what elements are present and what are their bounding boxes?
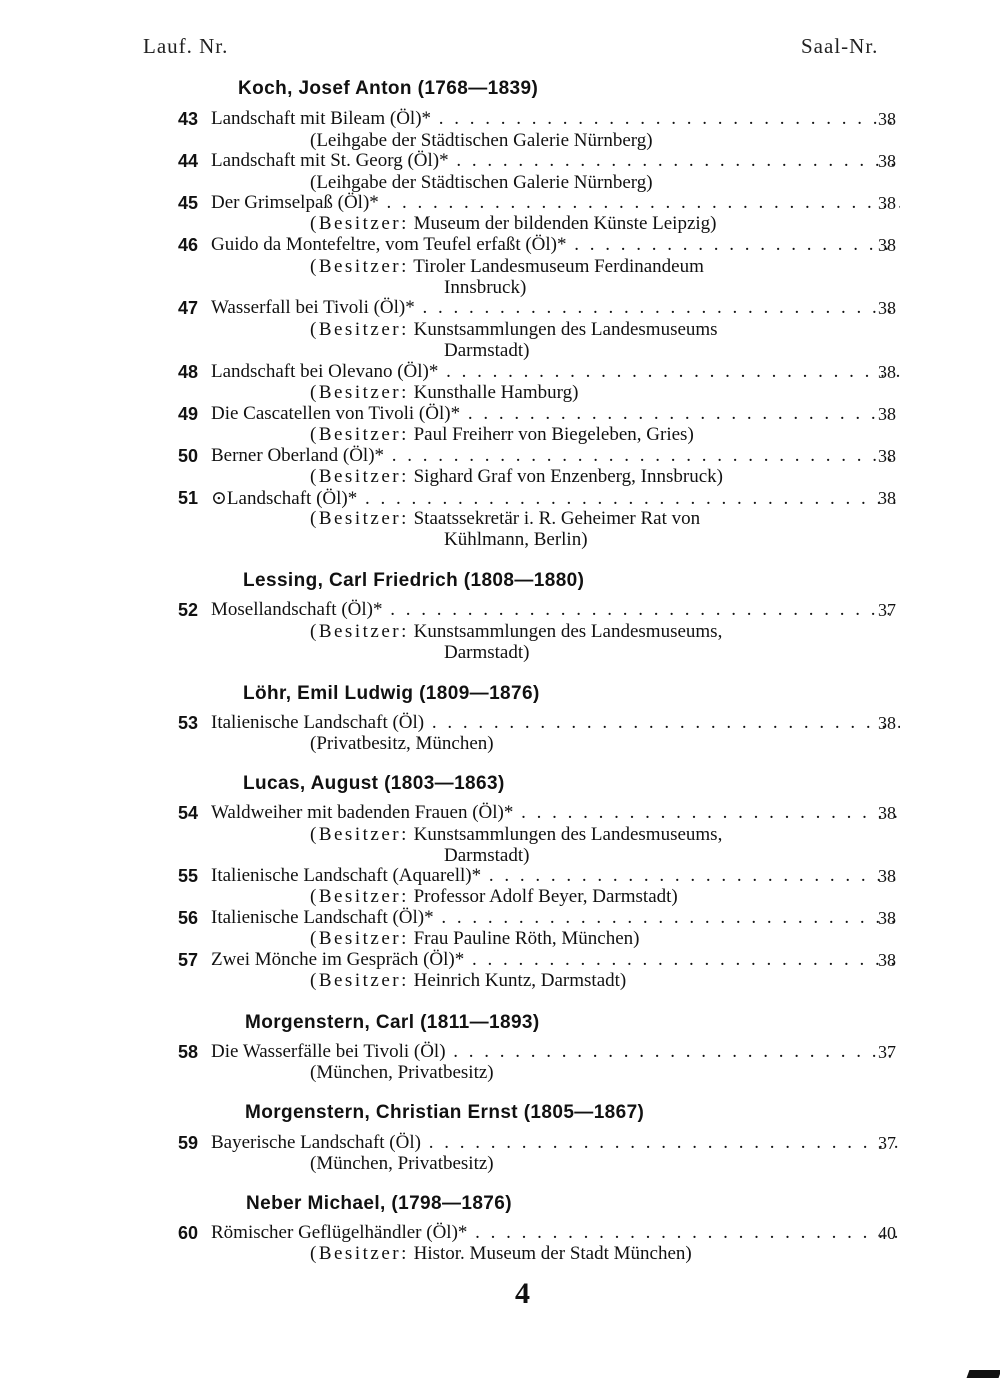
catalog-entry: [0, 1041, 1000, 1063]
entry-number: 45: [177, 193, 198, 213]
catalog-entry: [0, 108, 1000, 130]
entry-title: Italienische Landschaft (Öl) . . .: [211, 712, 900, 734]
catalog-entry: [0, 487, 1000, 509]
catalog-entry: [0, 403, 1000, 425]
artist-heading: Lucas, August (1803—1863): [243, 773, 505, 794]
entry-note: (Privatbesitz, München): [310, 733, 494, 754]
entry-room: 40: [878, 1223, 896, 1243]
entry-note: (Besitzer: Staatssekretär i. R. Geheimer Rat von Kühlmann, Berlin): [310, 508, 701, 550]
entry-title: Berner Oberland (Öl)* . . .: [211, 445, 900, 467]
entry-room: 38: [878, 362, 896, 382]
entry-note: (Besitzer: Sighard Graf von Enzenberg, Innsbruck): [310, 466, 723, 487]
entry-note: (Besitzer: Kunsthalle Hamburg): [310, 382, 579, 403]
catalog-entry: [0, 907, 1000, 929]
entry-note: (München, Privatbesitz): [310, 1062, 494, 1083]
entry-note: (Besitzer: Professor Adolf Beyer, Darmstadt): [310, 886, 678, 907]
entry-number: 51: [177, 488, 198, 508]
catalog-entry: [0, 192, 1000, 214]
entry-number: 54: [177, 803, 198, 823]
entry-room: 38: [878, 803, 896, 823]
entry-title: Mosellandschaft (Öl)* . . .: [211, 599, 900, 621]
catalog-entry: [0, 361, 1000, 383]
entry-room: 38: [878, 908, 896, 928]
entry-note: (Besitzer: Histor. Museum der Stadt München): [310, 1243, 692, 1264]
entry-note: (Besitzer: Kunstsammlungen des Landesmuseums, Darmstadt): [310, 621, 723, 663]
entry-number: 58: [177, 1042, 198, 1062]
entry-number: 48: [177, 362, 198, 382]
entry-room: 38: [878, 235, 896, 255]
entry-number: 57: [177, 950, 198, 970]
entry-number: 46: [177, 235, 198, 255]
entry-title: Wasserfall bei Tivoli (Öl)* . . .: [211, 297, 900, 319]
entry-room: 38: [878, 193, 896, 213]
entry-room: 38: [878, 950, 896, 970]
catalog-entry: [0, 802, 1000, 824]
entry-note: (Besitzer: Tiroler Landesmuseum Ferdinandeum Innsbruck): [310, 256, 704, 298]
artist-heading: Neber Michael, (1798—1876): [246, 1193, 512, 1214]
entry-note: (Besitzer: Kunstsammlungen des Landesmuseums Darmstadt): [310, 319, 718, 361]
entry-number: 56: [177, 908, 198, 928]
catalog-entry: [0, 599, 1000, 621]
header-saal-nr: Saal-Nr.: [801, 34, 879, 58]
entry-title: ⊙Landschaft (Öl)* . . .: [211, 487, 900, 510]
entry-number: 53: [177, 713, 198, 733]
entry-title: Landschaft bei Olevano (Öl)* . . .: [211, 361, 900, 383]
entry-room: 37: [878, 600, 896, 620]
catalog-entry: [0, 445, 1000, 467]
catalog-entry: [0, 150, 1000, 172]
entry-note: (Besitzer: Museum der bildenden Künste Leipzig): [310, 213, 717, 234]
entry-title: Guido da Montefeltre, vom Teufel erfaßt (Öl)* . . .: [211, 234, 900, 256]
entry-note: (Leihgabe der Städtischen Galerie Nürnberg): [310, 172, 653, 193]
entry-number: 49: [177, 404, 198, 424]
entry-number: 47: [177, 298, 198, 318]
entry-room: 38: [878, 404, 896, 424]
entry-title: Die Wasserfälle bei Tivoli (Öl) . . .: [211, 1041, 900, 1063]
catalog-entry: [0, 949, 1000, 971]
entry-title: Italienische Landschaft (Aquarell)* . . .: [211, 865, 900, 887]
entry-room: 37: [878, 1042, 896, 1062]
entry-note: (Besitzer: Paul Freiherr von Biegeleben, Gries): [310, 424, 694, 445]
entry-number: 59: [177, 1133, 198, 1153]
entry-note: (Besitzer: Kunstsammlungen des Landesmuseums, Darmstadt): [310, 824, 723, 866]
entry-title: Der Grimselpaß (Öl)* . . .: [211, 192, 900, 214]
entry-number: 44: [177, 151, 198, 171]
entry-title: Zwei Mönche im Gespräch (Öl)* . . .: [211, 949, 900, 971]
entry-title: Die Cascatellen von Tivoli (Öl)* . . .: [211, 403, 900, 425]
artist-heading: Löhr, Emil Ludwig (1809—1876): [243, 683, 540, 704]
entry-number: 52: [177, 600, 198, 620]
entry-title: Bayerische Landschaft (Öl) . . .: [211, 1132, 900, 1154]
entry-title: Römischer Geflügelhändler (Öl)* . . .: [211, 1222, 900, 1244]
entry-note: (Besitzer: Frau Pauline Röth, München): [310, 928, 640, 949]
artist-heading: Morgenstern, Christian Ernst (1805—1867): [245, 1102, 645, 1123]
catalog-entry: [0, 234, 1000, 256]
header-lauf-nr: Lauf. Nr.: [143, 34, 229, 58]
entry-number: 55: [177, 866, 198, 886]
entry-number: 43: [177, 109, 198, 129]
artist-heading: Lessing, Carl Friedrich (1808—1880): [243, 570, 585, 591]
entry-title: Waldweiher mit badenden Frauen (Öl)* . . .: [211, 802, 900, 824]
entry-room: 38: [878, 713, 896, 733]
entry-note: (Leihgabe der Städtischen Galerie Nürnberg): [310, 130, 653, 151]
artist-heading: Morgenstern, Carl (1811—1893): [245, 1012, 540, 1033]
entry-note: (Besitzer: Heinrich Kuntz, Darmstadt): [310, 970, 627, 991]
entry-note: (München, Privatbesitz): [310, 1153, 494, 1174]
entry-title: Landschaft mit Bileam (Öl)* . . .: [211, 108, 900, 130]
entry-title: Italienische Landschaft (Öl)* . . .: [211, 907, 900, 929]
entry-room: 38: [878, 488, 896, 508]
entry-room: 38: [878, 151, 896, 171]
entry-room: 37: [878, 1133, 896, 1153]
entry-room: 38: [878, 446, 896, 466]
catalog-entry: [0, 865, 1000, 887]
page-number: 4: [515, 1277, 530, 1310]
entry-room: 38: [878, 109, 896, 129]
artist-heading: Koch, Josef Anton (1768—1839): [238, 78, 539, 99]
entry-title: Landschaft mit St. Georg (Öl)* . . .: [211, 150, 900, 172]
entry-number: 60: [177, 1223, 198, 1243]
catalog-entry: [0, 1222, 1000, 1244]
entry-room: 38: [878, 866, 896, 886]
entry-room: 38: [878, 298, 896, 318]
catalog-entry: [0, 297, 1000, 319]
catalog-entry: [0, 1132, 1000, 1154]
catalog-entry: [0, 712, 1000, 734]
entry-number: 50: [177, 446, 198, 466]
scan-edge-mark: [967, 1370, 1000, 1378]
